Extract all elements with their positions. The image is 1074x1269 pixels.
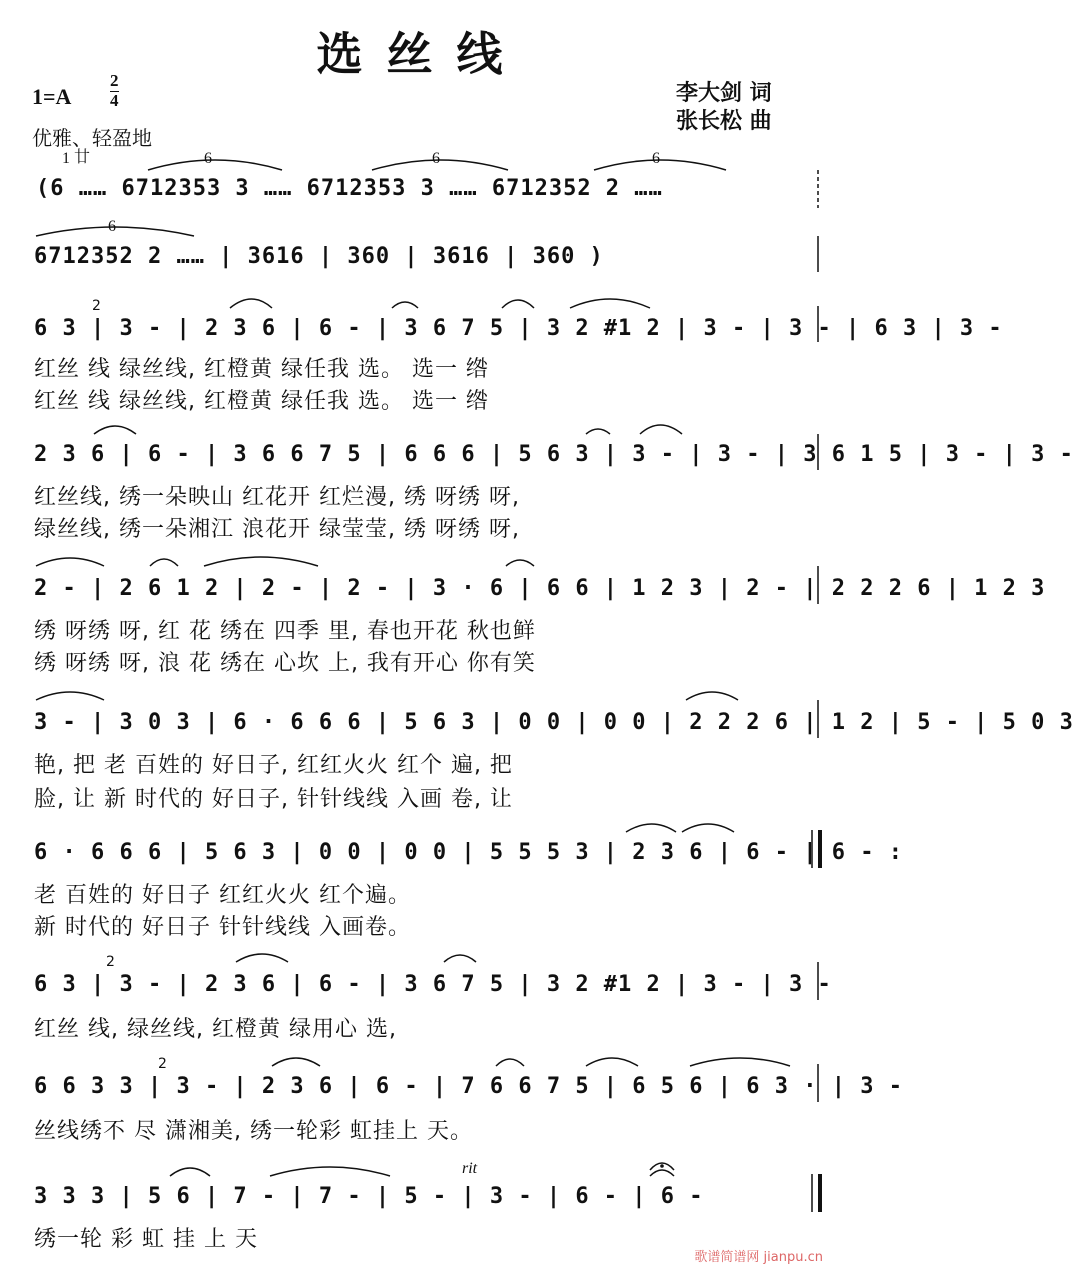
slur-4	[36, 227, 194, 236]
key-signature: 1=A	[32, 84, 72, 109]
slur-17	[686, 692, 738, 700]
slur-16	[36, 692, 104, 700]
lyric-9a: 丝线绣不 尽 潇湘美, 绣一轮彩 虹挂上 天。	[34, 1119, 473, 1144]
slur-2	[372, 160, 508, 170]
meter-change-1: 2	[92, 298, 101, 314]
slur-24	[586, 1058, 638, 1066]
slur-14	[204, 557, 318, 566]
staff-line-8: 6 3 | 3 - | 2 3 6 | 6 - | 3 6 7 5 | 3 2 #1 2 | 3 - | 3 -	[34, 972, 832, 997]
lyric-10a: 绣一轮 彩 虹 挂 上 天	[34, 1227, 258, 1252]
lyric-6b: 脸, 让 新 时代的 好日子, 针针线线 入画 卷, 让	[34, 787, 513, 812]
slur-15	[506, 560, 534, 566]
staff-line-3: 6 3 | 3 - | 2 3 6 | 6 - | 3 6 7 5 | 3 2 #1 2 | 3 - | 3 - | 6 3 | 3 -	[34, 316, 1003, 341]
watermark: 歌谱简谱网 jianpu.cn	[694, 1250, 823, 1265]
lyric-4a: 红丝线, 绣一朵映山 红花开 红烂漫, 绣 呀绣 呀,	[34, 485, 520, 510]
lyric-5b: 绣 呀绣 呀, 浪 花 绣在 心坎 上, 我有开心 你有笑	[34, 651, 536, 676]
song-title: 选丝线	[316, 27, 527, 81]
slur-28	[650, 1170, 674, 1176]
staff-line-6: 3 - | 3 0 3 | 6 · 6 6 6 | 5 6 3 | 0 0 | 0 0 | 2 2 2 6 | 1 2 | 5 - | 5 0 3	[34, 710, 1074, 735]
lyric-3a: 红丝 线 绿丝线, 红橙黄 绿任我 选。 选一 绺	[34, 357, 489, 382]
staff-line-7: 6 · 6 6 6 | 5 6 3 | 0 0 | 0 0 | 5 5 5 3 | 2 3 6 | 6 - | 6 - :	[34, 840, 903, 865]
lyric-4b: 绿丝线, 绣一朵湘江 浪花开 绿莹莹, 绣 呀绣 呀,	[34, 517, 520, 542]
slur-7	[502, 300, 534, 308]
fermata-dot	[660, 1164, 664, 1168]
lyric-5a: 绣 呀绣 呀, 红 花 绣在 四季 里, 春也开花 秋也鲜	[34, 619, 536, 644]
lyric-8a: 红丝 线, 绿丝线, 红橙黄 绿用心 选,	[34, 1017, 397, 1042]
staff-line-10: 3 3 3 | 5 6 | 7 - | 7 - | 5 - | 3 - | 6 - | 6 -	[34, 1184, 704, 1209]
staff-line-5: 2 - | 2 6 1 2 | 2 - | 2 - | 3 · 6 | 6 6 | 1 2 3 | 2 - | 2 2 2 6 | 1 2 3	[34, 576, 1046, 601]
slur-10	[586, 429, 610, 434]
staff-line-1: (6 …… 6712353 3 …… 6712353 3 …… 6712352 2 ……	[36, 176, 663, 201]
meter-top: 2	[110, 71, 119, 90]
slur-20	[236, 954, 288, 962]
slur-5	[230, 299, 272, 308]
slur-12	[36, 558, 104, 566]
intro-mark-sup: 廿	[74, 149, 91, 166]
staff-line-4: 2 3 6 | 6 - | 3 6 6 7 5 | 6 6 6 | 5 6 3 | 3 - | 3 - | 3 6 1 5 | 3 - | 3 -	[34, 442, 1074, 467]
slur-1	[148, 160, 282, 170]
slur-22	[272, 1058, 320, 1066]
lyric-3b: 红丝 线 绿丝线, 红橙黄 绿任我 选。 选一 绺	[34, 389, 489, 414]
slur-3	[594, 160, 726, 170]
slur-8	[570, 299, 650, 308]
staff-line-2: 6712352 2 …… | 3616 | 360 | 3616 | 360 )	[34, 244, 604, 269]
lyric-6a: 艳, 把 老 百姓的 好日子, 红红火火 红个 遍, 把	[34, 753, 513, 778]
lyric-7a: 老 百姓的 好日子 红红火火 红个遍。	[34, 883, 411, 908]
slur-6	[392, 302, 418, 308]
tempo-marking: 优雅、轻盈地	[32, 126, 152, 150]
slur-21	[444, 955, 476, 962]
ritardando-mark: rit	[462, 1160, 478, 1177]
slur-27	[270, 1167, 390, 1176]
slur-25	[690, 1058, 790, 1066]
slur-9	[94, 426, 136, 434]
triplet-mark-4: 6	[108, 218, 116, 235]
staff-line-9: 6 6 3 3 | 3 - | 2 3 6 | 6 - | 7 6 6 7 5 | 6 5 6 | 6 3 · | 3 -	[34, 1074, 903, 1099]
lyric-7b: 新 时代的 好日子 针针线线 入画卷。	[34, 915, 411, 940]
slur-13	[150, 559, 178, 566]
meter-change-3: 2	[158, 1056, 167, 1072]
triplet-mark-3: 6	[652, 150, 660, 167]
slur-23	[496, 1059, 524, 1066]
slur-26	[170, 1168, 210, 1176]
composer-credit: 张长松 曲	[676, 109, 772, 134]
slur-19	[682, 824, 734, 832]
lyricist-credit: 李大剑 词	[676, 81, 772, 106]
meter-bottom: 4	[110, 91, 119, 110]
triplet-mark-1: 6	[204, 150, 212, 167]
slur-18	[626, 824, 676, 832]
meter-change-2: 2	[106, 954, 115, 970]
intro-mark: 1	[62, 150, 70, 167]
slur-11	[640, 425, 682, 434]
triplet-mark-2: 6	[432, 150, 440, 167]
